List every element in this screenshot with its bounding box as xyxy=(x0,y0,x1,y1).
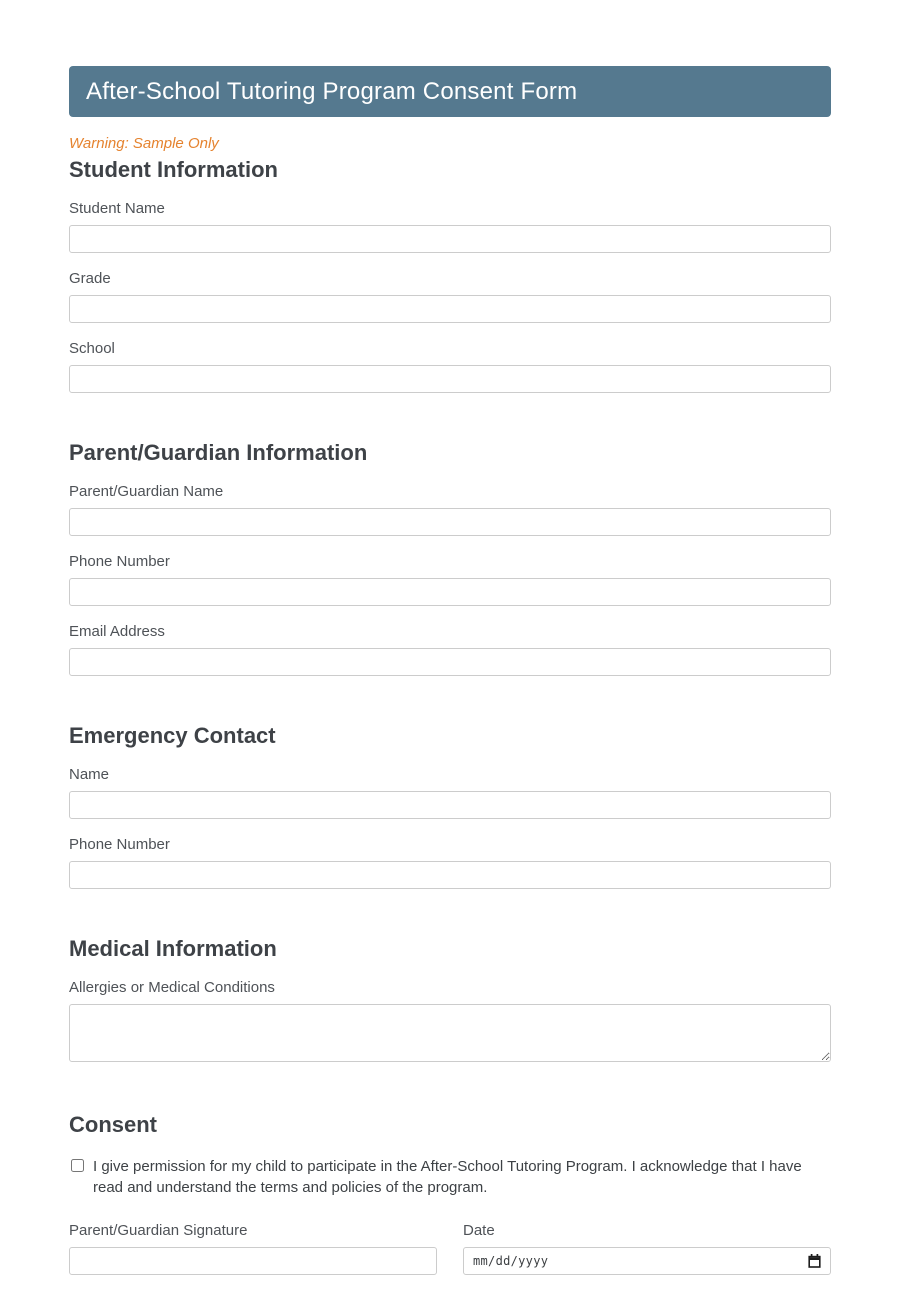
date-column xyxy=(463,1223,831,1275)
parent-guardian-name-label: Parent/Guardian Name xyxy=(69,483,224,500)
date-label: Date xyxy=(463,1222,495,1239)
parent-phone-number-field xyxy=(69,554,831,606)
school-input[interactable] xyxy=(69,365,831,393)
date-input[interactable] xyxy=(463,1247,831,1275)
parent-guardian-information-heading: Parent/Guardian Information xyxy=(69,440,368,465)
emergency-name-label: Name xyxy=(69,766,110,783)
parent-guardian-signature-label: Parent/Guardian Signature xyxy=(69,1222,248,1239)
signature-column xyxy=(69,1223,437,1275)
allergies-field xyxy=(69,980,831,1062)
email-address-label: Email Address xyxy=(69,623,165,640)
calendar-icon[interactable] xyxy=(808,1254,821,1268)
email-address-input[interactable] xyxy=(69,648,831,676)
section-consent xyxy=(69,1112,831,1275)
section-emergency-contact xyxy=(69,723,831,889)
parent-phone-number-label: Phone Number xyxy=(69,553,170,570)
grade-label: Grade xyxy=(69,270,111,287)
grade-field xyxy=(69,271,831,323)
section-student-information xyxy=(69,157,831,393)
consent-checkbox-label: I give permission for my child to participate in the After-School Tutoring Program. I acknowledge that I have read and understand the terms and policies of the program. xyxy=(93,1158,802,1196)
allergies-label: Allergies or Medical Conditions xyxy=(69,979,275,996)
consent-checkbox-row xyxy=(69,1156,831,1198)
grade-input[interactable] xyxy=(69,295,831,323)
consent-heading: Consent xyxy=(69,1112,157,1137)
allergies-textarea[interactable] xyxy=(69,1004,831,1062)
parent-guardian-signature-input[interactable] xyxy=(69,1247,437,1275)
parent-guardian-name-field xyxy=(69,484,831,536)
form-header xyxy=(69,66,831,117)
student-name-input[interactable] xyxy=(69,225,831,253)
section-parent-guardian-information xyxy=(69,440,831,676)
student-name-label: Student Name xyxy=(69,200,165,217)
emergency-phone-number-input[interactable] xyxy=(69,861,831,889)
signature-date-row xyxy=(69,1223,831,1275)
consent-form-page xyxy=(69,0,831,1311)
consent-checkbox[interactable] xyxy=(71,1159,84,1172)
section-medical-information xyxy=(69,936,831,1062)
email-address-field xyxy=(69,624,831,676)
student-information-heading: Student Information xyxy=(69,157,278,182)
date-placeholder: mm/dd/yyyy xyxy=(473,1254,549,1268)
school-label: School xyxy=(69,340,115,357)
emergency-contact-heading: Emergency Contact xyxy=(69,723,276,748)
parent-guardian-name-input[interactable] xyxy=(69,508,831,536)
form-title: After-School Tutoring Program Consent Form xyxy=(86,77,578,105)
school-field xyxy=(69,341,831,393)
emergency-phone-number-label: Phone Number xyxy=(69,836,170,853)
parent-phone-number-input[interactable] xyxy=(69,578,831,606)
sample-warning-text: Warning: Sample Only xyxy=(69,135,219,152)
medical-information-heading: Medical Information xyxy=(69,936,277,961)
student-name-field xyxy=(69,201,831,253)
emergency-phone-number-field xyxy=(69,837,831,889)
emergency-name-input[interactable] xyxy=(69,791,831,819)
emergency-name-field xyxy=(69,767,831,819)
